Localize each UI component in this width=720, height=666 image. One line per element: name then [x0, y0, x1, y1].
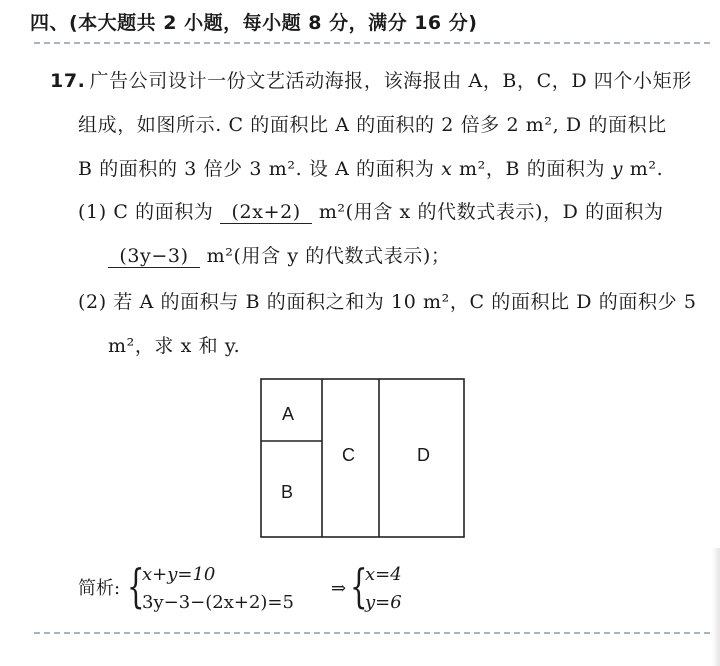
part1-prefix: (1) C 的面积为	[78, 201, 214, 223]
var-x: x	[441, 158, 453, 180]
question-number: 17.	[50, 70, 86, 92]
part2-text-1: (2) 若 A 的面积与 B 的面积之和为 10 m²，C 的面积比 D 的面积少 5	[78, 291, 697, 313]
question-stem-3a: B 的面积的 3 倍少 3 m². 设 A 的面积为	[78, 158, 442, 180]
question-line-2	[78, 110, 667, 137]
part2-line-2	[108, 331, 240, 358]
var-y: y	[611, 158, 624, 180]
rectangle-figure	[260, 378, 465, 538]
figure-label-d: D	[417, 445, 430, 465]
question-line-3	[78, 154, 663, 181]
part2-line-1	[78, 287, 697, 314]
solution-1: x=4	[365, 564, 402, 585]
divider-top	[34, 42, 710, 44]
part1-line-2	[108, 241, 451, 268]
figure-label-b: B	[281, 482, 294, 502]
page-edge-shadow	[712, 548, 720, 666]
part1-suffix: m²(用含 y 的代数式表示)；	[206, 245, 451, 267]
part2-text-2: m²，求 x 和 y.	[108, 335, 241, 357]
outer-rectangle	[261, 379, 464, 537]
question-line-1	[50, 66, 692, 93]
divider-bottom	[34, 632, 710, 634]
part1-middle: m²(用含 x 的代数式表示)，D 的面积为	[318, 201, 664, 223]
answer-blank-1: (2x+2)	[220, 201, 312, 224]
figure-label-c: C	[342, 445, 355, 465]
question-stem-3b: m²，B 的面积为	[452, 158, 612, 180]
solution-2: y=6	[365, 592, 402, 613]
equation-2: 3y−3−(2x+2)=5	[142, 592, 294, 613]
equation-1: x+y=10	[142, 564, 216, 585]
question-stem-2: 组成，如图所示. C 的面积比 A 的面积的 2 倍多 2 m², D 的面积比	[78, 114, 667, 136]
answer-blank-2: (3y−3)	[108, 245, 200, 268]
system-brace-right: {	[350, 559, 368, 613]
question-stem-1: 广告公司设计一份文艺活动海报，该海报由 A，B，C，D 四个小矩形	[89, 70, 692, 92]
system-brace-left: {	[127, 559, 145, 613]
figure-label-a: A	[282, 404, 295, 424]
question-stem-3c: m².	[623, 158, 664, 180]
part1-line	[78, 197, 664, 224]
analysis-label: 简析:	[78, 578, 121, 599]
implies-arrow: ⇒	[331, 578, 347, 599]
section-header: 四、(本大题共 2 小题，每小题 8 分，满分 16 分)	[30, 12, 478, 34]
